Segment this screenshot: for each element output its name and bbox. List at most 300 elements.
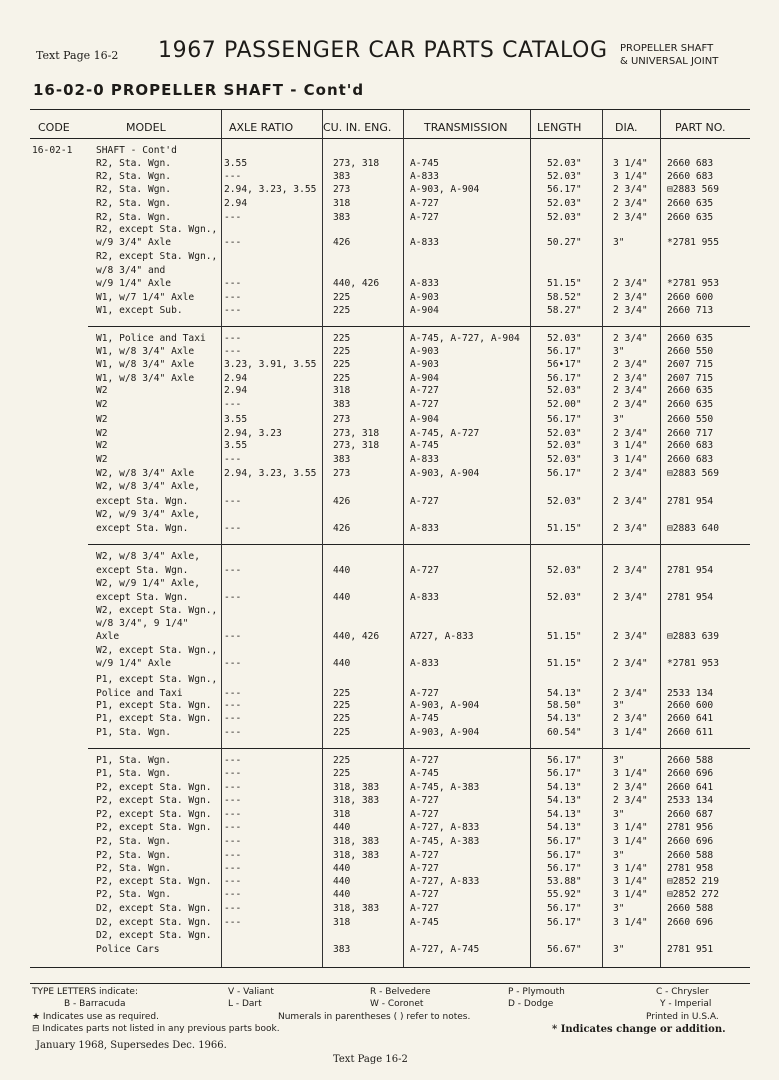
printed-in: Printed in U.S.A. xyxy=(646,1012,719,1022)
cell-transmission: A-903, A-904 xyxy=(410,700,480,711)
cell-model: D2, except Sta. Wgn. xyxy=(96,930,212,941)
legend-rule xyxy=(30,983,750,984)
cell-axle-ratio: --- xyxy=(224,631,242,642)
cell-axle-ratio: --- xyxy=(224,278,242,289)
cell-engine: 273 xyxy=(333,414,351,425)
cell-length: 54.13" xyxy=(547,809,582,820)
cell-part-no: 2660 635 xyxy=(667,198,714,209)
cell-engine: 426 xyxy=(333,496,351,507)
cell-engine: 225 xyxy=(333,768,351,779)
cell-transmission: A-833 xyxy=(410,171,439,182)
group-divider xyxy=(88,326,750,327)
cell-transmission: A-903 xyxy=(410,292,439,303)
cell-length: 51.15" xyxy=(547,278,582,289)
col-axle-ratio: AXLE RATIO xyxy=(229,121,294,134)
cell-transmission: A-904 xyxy=(410,373,439,384)
cell-axle-ratio: 2.94 xyxy=(224,373,248,384)
cell-dia: 2 3/4" xyxy=(613,212,648,223)
cell-transmission: A-833 xyxy=(410,592,439,603)
cell-model: P1, except Sta. Wgn. xyxy=(96,713,212,724)
cell-length: 52.00" xyxy=(547,399,582,410)
cell-engine: 440 xyxy=(333,822,351,833)
cell-part-no: 2660 687 xyxy=(667,809,714,820)
cell-length: 54.13" xyxy=(547,713,582,724)
cell-model: D2, except Sta. Wgn. xyxy=(96,917,212,928)
cell-model: D2, except Sta. Wgn. xyxy=(96,903,212,914)
cell-dia: 2 3/4" xyxy=(613,278,648,289)
cell-length: 60.54" xyxy=(547,727,582,738)
cell-model: Police Cars xyxy=(96,944,160,955)
cell-dia: 2 3/4" xyxy=(613,359,648,370)
cell-dia: 3 1/4" xyxy=(613,727,648,738)
column-separator xyxy=(660,110,661,967)
cell-engine: 440 xyxy=(333,565,351,576)
cell-dia: 2 3/4" xyxy=(613,592,648,603)
cell-part-no: 2660 635 xyxy=(667,333,714,344)
cell-model: w/9 1/4" Axle xyxy=(96,278,172,289)
cell-dia: 2 3/4" xyxy=(613,385,648,396)
cell-engine: 318 xyxy=(333,198,351,209)
cell-length: 52.03" xyxy=(547,496,582,507)
cell-engine: 273 xyxy=(333,468,351,479)
cell-engine: 225 xyxy=(333,700,351,711)
header-section-name xyxy=(620,42,718,68)
cell-dia: 3" xyxy=(613,903,625,914)
cell-transmission: A-745 xyxy=(410,917,439,928)
cell-part-no: 2607 715 xyxy=(667,359,714,370)
cell-dia: 2 3/4" xyxy=(613,523,648,534)
cell-engine: 318 xyxy=(333,385,351,396)
cell-transmission: A-727 xyxy=(410,755,439,766)
cell-part-no: 2660 696 xyxy=(667,836,714,847)
cell-model: Police and Taxi xyxy=(96,688,183,699)
cell-axle-ratio: --- xyxy=(224,346,242,357)
cell-transmission: A-745, A-727, A-904 xyxy=(410,333,520,344)
cell-transmission: A-745 xyxy=(410,713,439,724)
legend-c: C - Chrysler xyxy=(656,987,709,997)
note-change: * Indicates change or addition. xyxy=(552,1024,726,1035)
cell-part-no: 2781 958 xyxy=(667,863,714,874)
col-transmission: TRANSMISSION xyxy=(424,121,508,134)
cell-length: 58.27" xyxy=(547,305,582,316)
cell-engine: 318, 383 xyxy=(333,903,380,914)
cell-axle-ratio: 3.55 xyxy=(224,158,248,169)
cell-part-no: 2660 635 xyxy=(667,399,714,410)
note-as-required: ★ Indicates use as required. xyxy=(32,1012,160,1022)
cell-dia: 3 1/4" xyxy=(613,876,648,887)
cell-axle-ratio: --- xyxy=(224,727,242,738)
cell-model: P1, except Sta. Wgn., xyxy=(96,674,218,685)
cell-engine: 440, 426 xyxy=(333,278,380,289)
note-not-listed: ⊟ Indicates parts not listed in any previous parts book. xyxy=(32,1024,280,1034)
cell-transmission: A-904 xyxy=(410,414,439,425)
cell-axle-ratio: --- xyxy=(224,305,242,316)
cell-model: W1, w/8 3/4" Axle xyxy=(96,373,195,384)
cell-length: 56.67" xyxy=(547,944,582,955)
cell-length: 51.15" xyxy=(547,658,582,669)
cell-model: W2, except Sta. Wgn., xyxy=(96,605,218,616)
cell-axle-ratio: 3.23, 3.91, 3.55 xyxy=(224,359,317,370)
cell-axle-ratio: --- xyxy=(224,658,242,669)
column-separator xyxy=(403,110,404,967)
cell-model: W1, w/8 3/4" Axle xyxy=(96,346,195,357)
cell-length: 56.17" xyxy=(547,755,582,766)
col-model: MODEL xyxy=(126,121,166,134)
cell-axle-ratio: --- xyxy=(224,700,242,711)
cell-axle-ratio: --- xyxy=(224,795,242,806)
cell-transmission: A-727 xyxy=(410,496,439,507)
cell-transmission: A-745, A-727 xyxy=(410,428,480,439)
cell-part-no: 2660 635 xyxy=(667,212,714,223)
cell-length: 54.13" xyxy=(547,782,582,793)
cell-model: P1, Sta. Wgn. xyxy=(96,727,172,738)
cell-dia: 2 3/4" xyxy=(613,688,648,699)
cell-engine: 318, 383 xyxy=(333,850,380,861)
cell-transmission: A-903, A-904 xyxy=(410,727,480,738)
cell-part-no: 2660 588 xyxy=(667,755,714,766)
col-dia: DIA. xyxy=(615,121,638,134)
cell-model: R2, Sta. Wgn. xyxy=(96,198,172,209)
cell-transmission: A-833 xyxy=(410,658,439,669)
cell-dia: 3" xyxy=(613,850,625,861)
cell-length: 54.13" xyxy=(547,795,582,806)
cell-engine: 383 xyxy=(333,212,351,223)
cell-dia: 2 3/4" xyxy=(613,399,648,410)
cell-axle-ratio: --- xyxy=(224,713,242,724)
cell-dia: 3" xyxy=(613,944,625,955)
cell-transmission: A-727 xyxy=(410,795,439,806)
cell-engine: 273 xyxy=(333,184,351,195)
cell-length: 56.17" xyxy=(547,768,582,779)
cell-model: W1, w/7 1/4" Axle xyxy=(96,292,195,303)
cell-length: 55.92" xyxy=(547,889,582,900)
cell-model: except Sta. Wgn. xyxy=(96,592,189,603)
cell-model: P2, except Sta. Wgn. xyxy=(96,876,212,887)
cell-length: 52.03" xyxy=(547,198,582,209)
header-section-line-1: PROPELLER SHAFT xyxy=(620,43,714,54)
cell-part-no: *2781 953 xyxy=(667,278,719,289)
cell-length: 52.03" xyxy=(547,171,582,182)
page-title: 1967 PASSENGER CAR PARTS CATALOG xyxy=(158,38,608,63)
cell-part-no: 2660 588 xyxy=(667,903,714,914)
cell-axle-ratio: 2.94, 3.23 xyxy=(224,428,282,439)
cell-length: 56.17" xyxy=(547,903,582,914)
cell-transmission: A-904 xyxy=(410,305,439,316)
column-separator xyxy=(602,110,603,967)
cell-model: except Sta. Wgn. xyxy=(96,565,189,576)
column-separator xyxy=(530,110,531,967)
cell-part-no: 2533 134 xyxy=(667,795,714,806)
cell-axle-ratio: --- xyxy=(224,565,242,576)
cell-length: 52.03" xyxy=(547,428,582,439)
cell-engine: 318, 383 xyxy=(333,836,380,847)
cell-engine: 440 xyxy=(333,863,351,874)
cell-part-no: 2660 600 xyxy=(667,700,714,711)
cell-engine: 225 xyxy=(333,292,351,303)
cell-part-no: 2660 641 xyxy=(667,782,714,793)
cell-engine: 318, 383 xyxy=(333,795,380,806)
cell-axle-ratio: --- xyxy=(224,889,242,900)
cell-model: W2 xyxy=(96,399,108,410)
cell-model: w/8 3/4" and xyxy=(96,265,166,276)
cell-model: P2, Sta. Wgn. xyxy=(96,850,172,861)
cell-model: P2, except Sta. Wgn. xyxy=(96,809,212,820)
cell-transmission: A-903, A-904 xyxy=(410,184,480,195)
cell-dia: 3 1/4" xyxy=(613,768,648,779)
cell-dia: 3" xyxy=(613,700,625,711)
cell-dia: 2 3/4" xyxy=(613,305,648,316)
cell-transmission: A-727, A-745 xyxy=(410,944,480,955)
cell-axle-ratio: 2.94 xyxy=(224,198,248,209)
cell-length: 56.17" xyxy=(547,373,582,384)
cell-model: W2, w/9 3/4" Axle, xyxy=(96,509,200,520)
cell-axle-ratio: --- xyxy=(224,171,242,182)
cell-axle-ratio: 3.55 xyxy=(224,440,248,451)
cell-model: P2, Sta. Wgn. xyxy=(96,889,172,900)
cell-part-no: ⊟2883 569 xyxy=(667,184,719,195)
cell-transmission: A-745 xyxy=(410,158,439,169)
cell-axle-ratio: --- xyxy=(224,237,242,248)
cell-axle-ratio: --- xyxy=(224,863,242,874)
cell-axle-ratio: 2.94, 3.23, 3.55 xyxy=(224,468,317,479)
cell-engine: 273, 318 xyxy=(333,428,380,439)
cell-dia: 2 3/4" xyxy=(613,292,648,303)
cell-model: except Sta. Wgn. xyxy=(96,496,189,507)
cell-axle-ratio: --- xyxy=(224,822,242,833)
cell-part-no: 2660 635 xyxy=(667,385,714,396)
cell-part-no: 2533 134 xyxy=(667,688,714,699)
cell-part-no: 2781 954 xyxy=(667,565,714,576)
cell-engine: 426 xyxy=(333,523,351,534)
cell-length: 56.17" xyxy=(547,184,582,195)
cell-model: R2, Sta. Wgn. xyxy=(96,158,172,169)
header-page-ref: Text Page 16-2 xyxy=(36,49,119,62)
cell-part-no: 2781 951 xyxy=(667,944,714,955)
cell-transmission: A-833 xyxy=(410,278,439,289)
legend-heading: TYPE LETTERS indicate: xyxy=(32,987,139,997)
group-divider xyxy=(88,544,750,545)
cell-model: P2, Sta. Wgn. xyxy=(96,863,172,874)
cell-transmission: A-727 xyxy=(410,863,439,874)
cell-axle-ratio: --- xyxy=(224,333,242,344)
legend-b: B - Barracuda xyxy=(64,999,126,1009)
table-bottom-rule xyxy=(30,967,750,968)
cell-length: 52.03" xyxy=(547,592,582,603)
cell-model: w/8 3/4", 9 1/4" xyxy=(96,618,189,629)
cell-axle-ratio: --- xyxy=(224,523,242,534)
cell-transmission: A-745, A-383 xyxy=(410,782,480,793)
cell-axle-ratio: --- xyxy=(224,850,242,861)
cell-part-no: 2660 683 xyxy=(667,158,714,169)
cell-axle-ratio: --- xyxy=(224,836,242,847)
cell-dia: 3" xyxy=(613,809,625,820)
cell-model: P1, Sta. Wgn. xyxy=(96,755,172,766)
cell-axle-ratio: --- xyxy=(224,768,242,779)
cell-part-no: 2660 713 xyxy=(667,305,714,316)
cell-dia: 2 3/4" xyxy=(613,184,648,195)
cell-dia: 3 1/4" xyxy=(613,836,648,847)
cell-transmission: A-727 xyxy=(410,212,439,223)
cell-length: 51.15" xyxy=(547,523,582,534)
cell-transmission: A-903, A-904 xyxy=(410,468,480,479)
cell-transmission: A-727, A-833 xyxy=(410,876,480,887)
cell-transmission: A-727 xyxy=(410,385,439,396)
cell-model: R2, Sta. Wgn. xyxy=(96,171,172,182)
cell-transmission: A-745, A-383 xyxy=(410,836,480,847)
cell-length: 52.03" xyxy=(547,385,582,396)
cell-length: 54.13" xyxy=(547,688,582,699)
revision-date: January 1968, Supersedes Dec. 1966. xyxy=(36,1040,227,1051)
cell-axle-ratio: 3.55 xyxy=(224,414,248,425)
cell-dia: 2 3/4" xyxy=(613,373,648,384)
cell-part-no: ⊟2883 639 xyxy=(667,631,719,642)
cell-part-no: 2660 683 xyxy=(667,440,714,451)
cell-part-no: 2781 954 xyxy=(667,592,714,603)
cell-length: 58.50" xyxy=(547,700,582,711)
cell-model: W1, w/8 3/4" Axle xyxy=(96,359,195,370)
cell-length: 56.17" xyxy=(547,468,582,479)
cell-engine: 440 xyxy=(333,658,351,669)
cell-part-no: 2660 717 xyxy=(667,428,714,439)
cell-transmission: A-727 xyxy=(410,889,439,900)
cell-length: 56.17" xyxy=(547,346,582,357)
cell-axle-ratio: --- xyxy=(224,592,242,603)
cell-part-no: 2781 956 xyxy=(667,822,714,833)
header-section-line-2: & UNIVERSAL JOINT xyxy=(620,56,719,67)
cell-length: 52.03" xyxy=(547,440,582,451)
cell-part-no: ⊟2883 569 xyxy=(667,468,719,479)
cell-engine: 225 xyxy=(333,305,351,316)
cell-model: P2, except Sta. Wgn. xyxy=(96,822,212,833)
cell-model: P2, Sta. Wgn. xyxy=(96,836,172,847)
cell-engine: 225 xyxy=(333,359,351,370)
cell-length: 54.13" xyxy=(547,822,582,833)
cell-axle-ratio: --- xyxy=(224,399,242,410)
cell-model: W2 xyxy=(96,414,108,425)
cell-axle-ratio: --- xyxy=(224,496,242,507)
cell-dia: 3 1/4" xyxy=(613,863,648,874)
cell-dia: 3 1/4" xyxy=(613,917,648,928)
cell-engine: 383 xyxy=(333,399,351,410)
cell-model: w/9 1/4" Axle xyxy=(96,658,172,669)
cell-length: 52.03" xyxy=(547,158,582,169)
cell-engine: 225 xyxy=(333,346,351,357)
cell-model: W2, w/8 3/4" Axle, xyxy=(96,551,200,562)
cell-transmission: A-833 xyxy=(410,454,439,465)
cell-engine: 440, 426 xyxy=(333,631,380,642)
cell-axle-ratio: --- xyxy=(224,903,242,914)
cell-code: 16-02-1 xyxy=(32,145,73,156)
cell-engine: 273, 318 xyxy=(333,158,380,169)
cell-length: 53.88" xyxy=(547,876,582,887)
cell-axle-ratio: --- xyxy=(224,454,242,465)
section-title: 16-02-0 PROPELLER SHAFT - Cont'd xyxy=(33,81,365,99)
cell-length: 52.03" xyxy=(547,333,582,344)
cell-dia: 2 3/4" xyxy=(613,795,648,806)
footer-page-ref: Text Page 16-2 xyxy=(333,1054,408,1065)
cell-part-no: 2660 696 xyxy=(667,768,714,779)
cell-model: W2 xyxy=(96,440,108,451)
cell-length: 56.17" xyxy=(547,917,582,928)
cell-transmission: A-745 xyxy=(410,768,439,779)
cell-engine: 318 xyxy=(333,809,351,820)
cell-axle-ratio: --- xyxy=(224,212,242,223)
cell-model: R2, Sta. Wgn. xyxy=(96,212,172,223)
cell-transmission: A-727, A-833 xyxy=(410,822,480,833)
cell-dia: 3 1/4" xyxy=(613,440,648,451)
col-part-no: PART NO. xyxy=(675,121,726,134)
cell-dia: 2 3/4" xyxy=(613,428,648,439)
column-separator xyxy=(221,110,222,967)
cell-dia: 3" xyxy=(613,346,625,357)
cell-dia: 3" xyxy=(613,414,625,425)
cell-engine: 273, 318 xyxy=(333,440,380,451)
col-engine: CU. IN. ENG. xyxy=(323,121,392,134)
cell-dia: 3 1/4" xyxy=(613,822,648,833)
cell-dia: 2 3/4" xyxy=(613,198,648,209)
legend-p: P - Plymouth xyxy=(508,987,565,997)
cell-part-no: ⊟2852 272 xyxy=(667,889,719,900)
cell-engine: 225 xyxy=(333,755,351,766)
cell-engine: 318 xyxy=(333,917,351,928)
cell-length: 56.17" xyxy=(547,850,582,861)
cell-engine: 383 xyxy=(333,171,351,182)
cell-engine: 383 xyxy=(333,454,351,465)
cell-engine: 225 xyxy=(333,727,351,738)
cell-length: 56.17" xyxy=(547,414,582,425)
cell-model: P2, except Sta. Wgn. xyxy=(96,795,212,806)
cell-transmission: A-903 xyxy=(410,359,439,370)
cell-engine: 318, 383 xyxy=(333,782,380,793)
legend-v: V - Valiant xyxy=(228,987,274,997)
cell-axle-ratio: --- xyxy=(224,876,242,887)
cell-model: W2 xyxy=(96,428,108,439)
cell-engine: 225 xyxy=(333,373,351,384)
cell-model: R2, Sta. Wgn. xyxy=(96,184,172,195)
header-rule-top xyxy=(30,109,750,110)
cell-model: R2, except Sta. Wgn., xyxy=(96,251,218,262)
cell-transmission: A-833 xyxy=(410,523,439,534)
cell-part-no: 2660 683 xyxy=(667,454,714,465)
cell-dia: 2 3/4" xyxy=(613,658,648,669)
cell-length: 50.27" xyxy=(547,237,582,248)
cell-model: P2, except Sta. Wgn. xyxy=(96,782,212,793)
cell-transmission: A-727 xyxy=(410,688,439,699)
cell-model: W2, except Sta. Wgn., xyxy=(96,645,218,656)
cell-part-no: 2660 641 xyxy=(667,713,714,724)
cell-transmission: A-903 xyxy=(410,346,439,357)
column-separator xyxy=(322,110,323,967)
cell-length: 52.03" xyxy=(547,212,582,223)
cell-dia: 3 1/4" xyxy=(613,889,648,900)
cell-model: W2, w/8 3/4" Axle xyxy=(96,468,195,479)
cell-axle-ratio: --- xyxy=(224,809,242,820)
cell-engine: 440 xyxy=(333,592,351,603)
cell-part-no: *2781 953 xyxy=(667,658,719,669)
cell-model: SHAFT - Cont'd xyxy=(96,145,177,156)
cell-dia: 2 3/4" xyxy=(613,782,648,793)
cell-dia: 2 3/4" xyxy=(613,713,648,724)
cell-part-no: 2660 683 xyxy=(667,171,714,182)
cell-dia: 3 1/4" xyxy=(613,454,648,465)
cell-length: 56.17" xyxy=(547,863,582,874)
cell-axle-ratio: --- xyxy=(224,917,242,928)
cell-part-no: 2781 954 xyxy=(667,496,714,507)
cell-dia: 3" xyxy=(613,755,625,766)
cell-dia: 2 3/4" xyxy=(613,333,648,344)
cell-model: W1, Police and Taxi xyxy=(96,333,206,344)
cell-part-no: *2781 955 xyxy=(667,237,719,248)
